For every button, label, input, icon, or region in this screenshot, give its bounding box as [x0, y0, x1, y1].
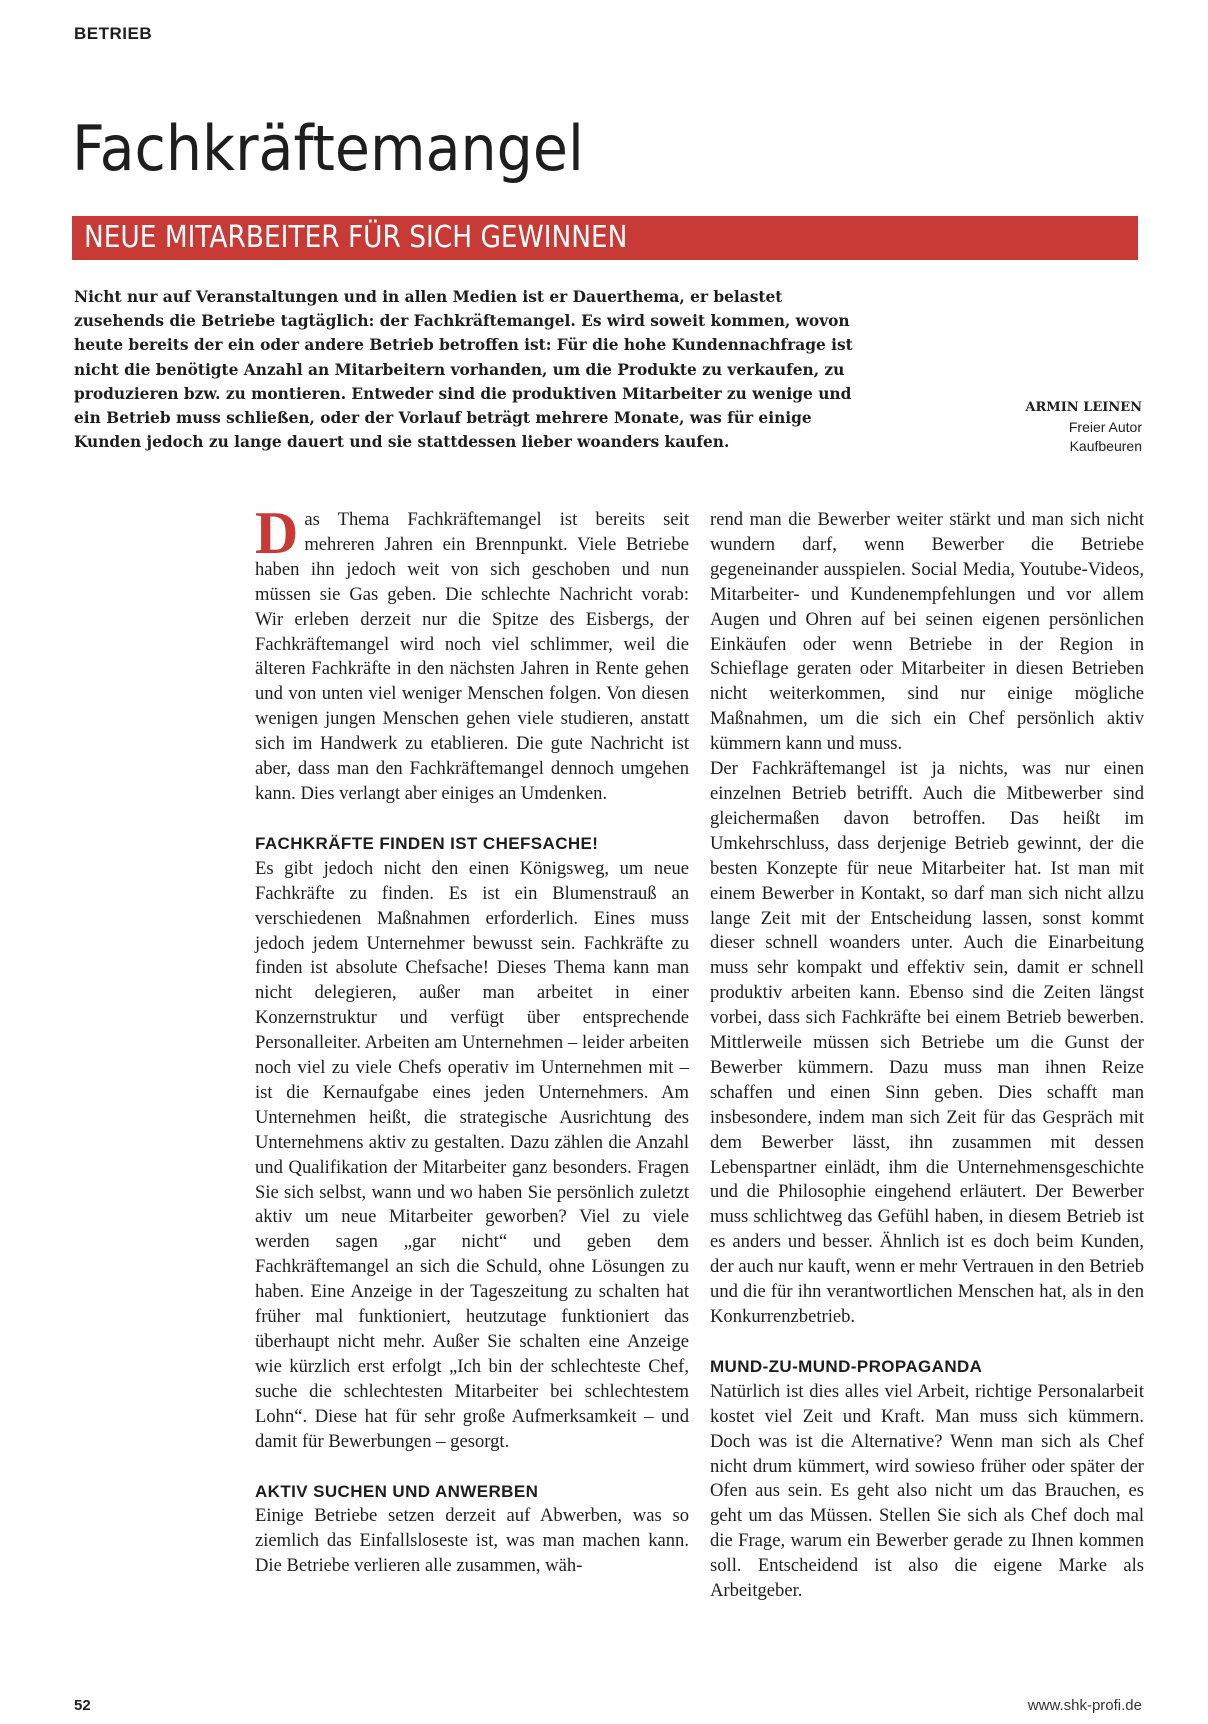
column-left	[255, 500, 689, 1579]
subheading: FACHKRÄFTE FINDEN IST CHEFSACHE!	[255, 833, 599, 853]
body-paragraph: Der Fachkräftemangel ist ja nichts, was nur einen einzelnen Betrieb betrifft. Auch die Mitbewerber sind gleichermaßen davon betroffen. Das heißt im Umkehrschluss, dass derjenige Betrieb gewinnt, der die besten Konzepte für neue Mitarbeiter hat. Ist man mit einem Bewerber in Kontakt, so darf man sich nicht allzu lange Zeit mit der Entscheidung lassen, sonst kommt dieser schnell woanders unter. Auch die Einarbeitung muss sehr kompakt und effektiv sein, damit er schnell produktiv arbeiten kann. Ebenso sind die Zeiten längst vorbei, dass sich Fachkräfte bei einem Betrieb bewerben. Mittlerweile müssen sich Betriebe um die Gunst der Bewerber kümmern. Dazu muss man ihnen Reize schaffen und einen Sinn geben. Dies schafft man insbesondere, indem man sich Zeit für das Gespräch mit dem Bewerber lässt, ihn zusammen mit dessen Lebenspartner einlädt, ihm die Unternehmensgeschichte und die Philosophie eingehend erläutert. Der Bewerber muss schlichtweg das Gefühl haben, in diesem Betrieb ist es anders und besser. Ähnlich ist es doch beim Kunden, der auch nur kauft, wenn er mehr Vertrauen in den Betrieb und die für ihn verantwortlichen Menschen hat, als in den Konkurrenzbetrieb.	[710, 758, 1144, 1327]
article-title: Fachkräftemangel	[72, 112, 584, 185]
website-link[interactable]: www.shk-profi.de	[1027, 1697, 1142, 1714]
author-box	[1025, 398, 1142, 456]
body-paragraph: Einige Betriebe setzen derzeit auf Abwerben, was so ziemlich das Einfallsloseste ist, was man machen kann. Die Betriebe verlieren alle zusammen, wäh-	[255, 1505, 689, 1577]
subtitle-banner	[72, 216, 1138, 260]
author-location: Kaufbeuren	[1069, 438, 1142, 454]
body-paragraph: rend man die Bewerber weiter stärkt und man sich nicht wundern darf, wenn Bewerber die Betriebe gegeneinander ausspielen. Social Media, Youtube-Videos, Mitarbeiter- und Kundenempfehlungen und vor allem Augen und Ohren auf bei seinen eigenen persönlichen Einkäufen oder wenn Betriebe in der Region in Schieflage geraten oder Mitarbeiter in diesen Betrieben nicht weiterkommen, sind nur einige mögliche Maßnahmen, um die sich ein Chef persönlich aktiv kümmern kann und muss.	[710, 509, 1144, 755]
column-right	[710, 508, 1144, 1604]
intro-paragraph	[255, 500, 689, 807]
page-number: 52	[74, 1697, 91, 1714]
section-label: BETRIEB	[74, 24, 153, 43]
body-paragraph: Es gibt jedoch nicht den einen Königsweg, um neue Fachkräfte zu finden. Es ist ein Blumenstrauß an verschiedenen Maßnahmen erforderlich. Eines muss jedoch jedem Unternehmer bewusst sein. Fachkräfte zu finden ist absolute Chefsache! Dieses Thema kann man nicht delegieren, außer man arbeitet in einer Konzernstruktur und verfügt über entsprechende Personalleiter. Arbeiten am Unternehmen – leider arbeiten noch viel zu viele Chefs operativ im Unternehmen mit – ist die Kernaufgabe eines jeden Unternehmers. Am Unternehmen heißt, die strategische Ausrichtung des Unternehmens aktiv zu gestalten. Dazu zählen die Anzahl und Qualifikation der Mitarbeiter ganz besonders. Fragen Sie sich selbst, wann und wo haben Sie persönlich zuletzt aktiv um neue Mitarbeiter geworben? Viel zu viele werden sagen „gar nicht“ und geben dem Fachkräftemangel an sich die Schuld, ohne Lösungen zu haben. Eine Anzeige in der Tageszeitung zu schalten hat früher mal funktioniert, heutzutage funktioniert das überhaupt nicht mehr. Außer Sie schalten eine Anzeige wie kürzlich erst erfolgt „Ich bin der schlechteste Chef, suche die schlechtesten Mitarbeiter bei schlechtestem Lohn“. Diese hat für sehr große Aufmerksamkeit – und damit für Bewerbungen – gesorgt.	[255, 857, 689, 1452]
lead-paragraph: Nicht nur auf Veranstaltungen und in allen Medien ist er Dauerthema, er belastet zusehends die Betriebe tagtäglich: der Fachkräftemangel. Es wird soweit kommen, wovon heute bereits der ein oder andere Betrieb betroffen ist: Für die hohe Kundennachfrage ist nicht die benötigte Anzahl an Mitarbeitern vorhanden, um die Produkte zu verkaufen, zu produzieren bzw. zu montieren. Entweder sind die produktiven Mitarbeiter zu wenige und ein Betrieb muss schließen, oder der Vorlauf beträgt mehrere Monate, was für einige Kunden jedoch zu lange dauert und sie stattdessen lieber woanders kaufen.	[74, 288, 853, 452]
author-name: ARMIN LEINEN	[1025, 400, 1142, 415]
subheading: AKTIV SUCHEN UND ANWERBEN	[255, 1481, 539, 1501]
body-paragraph: Natürlich ist dies alles viel Arbeit, richtige Personalarbeit kostet viel Zeit und Kraft. Man muss sich kümmern. Doch was ist die Alternative? Wenn man sich als Chef nicht drum kümmert, wird sowieso früher oder später der Ofen aus sein. Es geht also nicht um das Brauchen, es geht um das Müssen. Stellen Sie sich als Chef doch mal die Frage, warum ein Bewerber gerade zu Ihnen kommen soll. Entscheidend ist also die eigene Marke als Arbeitgeber.	[710, 1380, 1144, 1602]
intro-text: as Thema Fachkräftemangel ist bereits seit mehreren Jahren ein Brennpunkt. Viele Betriebe haben ihn jedoch weit von sich geschoben und nun müssen sie Gas geben. Die schlechte Nachricht vorab: Wir erleben derzeit nur die Spitze des Eisbergs, der Fachkräftemangel wird noch viel schlimmer, weil die älteren Fachkräfte in den nächsten Jahren in Rente gehen und von unten viel weniger Menschen folgen. Von diesen wenigen jungen Menschen gehen viele studieren, anstatt sich im Handwerk zu etablieren. Die gute Nachricht ist aber, dass man den Fachkräftemangel dennoch umgehen kann. Dies verlangt aber einiges an Umdenken.	[255, 509, 689, 804]
drop-cap: D	[255, 500, 299, 566]
author-role: Freier Autor	[1068, 419, 1142, 435]
subtitle-text: NEUE MITARBEITER FÜR SICH GEWINNEN	[84, 220, 628, 255]
subheading: MUND-ZU-MUND-PROPAGANDA	[710, 1356, 983, 1376]
